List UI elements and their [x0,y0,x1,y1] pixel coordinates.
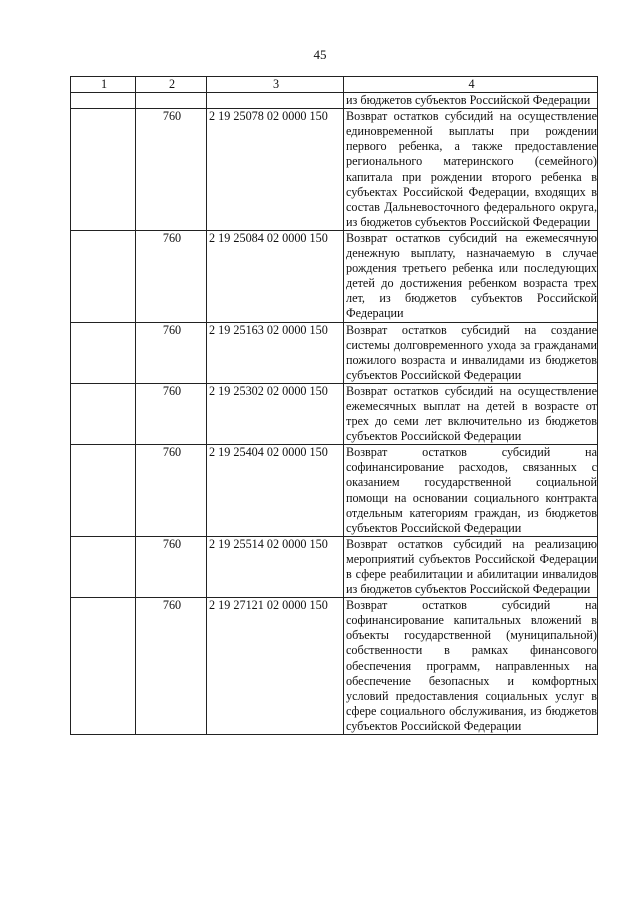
cell-classification-code: 2 19 25514 02 0000 150 [207,536,344,597]
cell-admin-code: 760 [136,322,207,383]
cell-classification-code: 2 19 25163 02 0000 150 [207,322,344,383]
cell-admin-code [136,93,207,109]
cell-classification-code: 2 19 25302 02 0000 150 [207,383,344,444]
cell-col1 [71,93,136,109]
cell-col1 [71,383,136,444]
cell-classification-code: 2 19 27121 02 0000 150 [207,598,344,735]
page-number: 45 [313,47,327,62]
cell-description: Возврат остатков субсидий на реализацию мероприятий субъектов Российской Федерации в сфере реабилитации и абилитации инвалидов из бюджетов субъектов Российской Федерации [344,536,598,597]
column-header-2: 2 [136,77,207,93]
cell-classification-code: 2 19 25078 02 0000 150 [207,109,344,231]
cell-col1 [71,598,136,735]
budget-classification-table [70,76,598,735]
table-row [71,383,598,444]
cell-admin-code: 760 [136,536,207,597]
cell-classification-code: 2 19 25084 02 0000 150 [207,230,344,322]
column-header-4: 4 [344,77,598,93]
table-row [71,598,598,735]
cell-admin-code: 760 [136,109,207,231]
cell-col1 [71,230,136,322]
cell-col1 [71,109,136,231]
table-row [71,230,598,322]
column-header-1: 1 [71,77,136,93]
cell-col1 [71,445,136,537]
table-row [71,93,598,109]
cell-admin-code: 760 [136,445,207,537]
cell-col1 [71,322,136,383]
cell-description: Возврат остатков субсидий на софинансирование расходов, связанных с оказанием государственной социальной помощи на основании социального контракта отдельным категориям граждан, из бюджетов субъектов Российской Федерации [344,445,598,537]
cell-description: Возврат остатков субсидий на софинансирование капитальных вложений в объекты государственной (муниципальной) собственности в рамках финансового обеспечения программ, направленных на обеспечение безопасных и комфортных условий предоставления социальных услуг в сфере социального обслуживания, из бюджетов субъектов Российской Федерации [344,598,598,735]
cell-description: из бюджетов субъектов Российской Федерации [344,93,598,109]
column-header-3: 3 [207,77,344,93]
table-header-row [71,77,598,93]
table-row [71,536,598,597]
cell-description: Возврат остатков субсидий на осуществление единовременной выплаты при рождении первого ребенка, а также предоставление регионального материнского (семейного) капитала при рождении второго ребенка в субъектах Российской Федерации, входящих в состав Дальневосточного федерального округа, из бюджетов субъектов Российской Федерации [344,109,598,231]
cell-classification-code [207,93,344,109]
cell-admin-code: 760 [136,230,207,322]
cell-col1 [71,536,136,597]
cell-admin-code: 760 [136,383,207,444]
cell-admin-code: 760 [136,598,207,735]
table-row [71,322,598,383]
table-row [71,445,598,537]
cell-description: Возврат остатков субсидий на осуществление ежемесячных выплат на детей в возрасте от трех до семи лет включительно из бюджетов субъектов Российской Федерации [344,383,598,444]
cell-description: Возврат остатков субсидий на создание системы долговременного ухода за гражданами пожилого возраста и инвалидами из бюджетов субъектов Российской Федерации [344,322,598,383]
table-row [71,109,598,231]
cell-classification-code: 2 19 25404 02 0000 150 [207,445,344,537]
cell-description: Возврат остатков субсидий на ежемесячную денежную выплату, назначаемую в случае рождения третьего ребенка или последующих детей до достижения ребенком возраста трех лет, из бюджетов субъектов Российской Федерации [344,230,598,322]
